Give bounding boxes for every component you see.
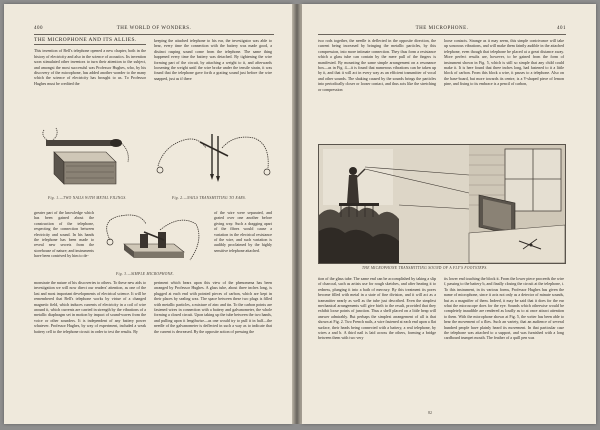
right-bottom-col1-text: tion of the glass tube. The same end can be accomplished by taking a slip of charcoal, such as artists use for rough sketches, and after heating it to redness, plunging it into a bath of mercury. By this treatment its pores become filled with metal in a state of fine division, and it will act as a transmitter nearly as well as the tube just described. Even the simplest mechanical arrangements will give birth to the result, provided that they exhibit loose points of junction. Thus a shelf placed on a little heap will answer admirably. But perhaps the simplest arrangement of all is that shown at Fig. 2. Two French nails, a wire fastened at each end upon a flat surface, their heads being connected with a battery, a real telephone, by wires a and b. A third nail is laid across the others, forming a bridge between them with two very — [318, 276, 436, 341]
right-page-number: 401 — [557, 26, 566, 31]
right-lower-col — [214, 210, 272, 272]
left-bottom-col1-text: monstrate the nature of his discoveries to others. To these new aids to investigation we will now direct our readers' attention, as one of the last and most important developments of electrical science. It will be remembered that Bell's telephone works by virtue of a changed magnetic field, which induces currents of electricity in a coil of wire around it, which currents are carried in strength by the vibrations of a metallic diaphragm set in motion by impact of sound-waves from the voice or other sounders. It is independent of any battery power whatever. Professor Hughes, by way of experiment, included a weak battery cell to the telephone circuit in order to test the results. By — [34, 280, 146, 334]
right-col2-text: loose contacts. Strange as it may seem, this simple contrivance will take up sonorous vibrations, and will make them faintly audible in the attached telephone, even though that telephone be placed at a great distance away. More perfect results are, however, to be gained from the form of instrument shown in Fig. 5, which is still so simple that any child could make it. It is here found that three inches long, had fastened to it a little block of carbon. From this block a wire, it passes to a telephone. Also on the base-board, but more towards its centre, is a V-shaped piece of lemon pine, and fixing to its embrace is a pencil of carbon, — [444, 38, 564, 87]
fig3-caption: Fig. 3.—SIMPLE MICROPHONE. — [116, 272, 175, 276]
engraving-illustration — [319, 145, 565, 263]
right-col1-top — [318, 38, 436, 138]
fig2-illustration — [154, 126, 274, 192]
right-running-head — [318, 26, 566, 35]
left-col2-top — [154, 38, 272, 118]
left-col2-text: keeping the attached telephone to his ear, the investigator was able to hear, every time the connection with the battery was made good, a distinct rasping sound come from the telephone. The same thing happened every time the battery was detached. By tightening the wire forming part of the circuit, by attaching a weight to it, and afterwards loosening the weight until the wire broke under the tensile strain, it was found that the telephone gave forth a grating sound just before the wire snapped, just as if there — [154, 38, 272, 81]
right-col2-top — [444, 38, 564, 138]
engraving-caption: THE MICROPHONE TRANSMITTING SOUND OF A FLY'S FOOTSTEPS. — [362, 266, 488, 270]
left-col2-bottom — [154, 280, 272, 400]
fig2-caption: Fig. 2.—NAILS TRANSMITTING TO EARS. — [172, 196, 247, 200]
figure-1 — [36, 122, 136, 194]
right-lower-text: of the wire were separated, and grated over one another before giving way. Such a dragging apart of the fibres would cause a variation in the electrical resistance of the wire, and such variation is audibly proclaimed by the highly sensitive telephone attached. — [214, 210, 272, 253]
left-col1-bottom — [34, 280, 146, 400]
figure-3 — [100, 210, 204, 270]
fig1-illustration — [36, 122, 136, 194]
right-col2-bottom — [444, 276, 564, 406]
left-col1-top — [34, 38, 146, 120]
right-bottom-col2-text: its lower end touching the block it. From the lower piece proceeds the wire f, passing to the battery b, and finally closing the circuit at the telephone, t. To this instrument, in its various forms, Professor Hughes has given the name of microphone, since it acts not only as a detector of minute sounds, but as a magnifier of them. Indeed, it may be said that it does for the ear what the microscope does for the eye. Sounds which otherwise would be completely inaudible are rendered as loudly as to at once attract attention to them. With the microphone shown at Fig. 5, the writer has been able to hear the movement of a flies. Such an variety, that an audience of several hundred people have plainly heard its movement. In that particular case the telephone was attached to a support, and was furnished with a long cardboard trumpet mouth. The feather of a quill pen was — [444, 276, 564, 341]
microphone-engraving — [318, 144, 566, 264]
left-bottom-col2-text: periment which bears upon this view of the phenomena has been arranged by Professor Hughes. A glass tube, about three inches long, is plugged at each end with pointed pieces of carbon, which are kept in their places by sealing wax. The space between these two plugs is filled with metallic particles, a mixture of zinc and tin. To the carbon points are fastened wires in connection with a battery and galvanometer, the whole forming a closed circuit. Upon taking up the tube between the two hands, and pulling upon it lengthwise—as one would try to pull it in half—the needle of the galvanometer is deflected in such a way as to indicate that the current is decreased. By the opposite action of pressing the — [154, 280, 272, 334]
left-page — [4, 4, 292, 424]
right-running-title: THE MICROPHONE. — [415, 26, 469, 31]
left-page-number: 400 — [34, 26, 43, 31]
fig3-illustration — [100, 210, 204, 270]
right-col1-text: two rods together, the needle is deflected in the opposite direction, the current being increased by bringing the metallic particles, by this compression, into more intimate connection. They thus form a resistance which a glass tube can contain by the mere pull of the fingers is manifested. By mounting the same simple arrangement on a resonance box—as in Fig. 4—it is found that numerous vibrations can be taken up by it, and that it will act in every way as an efficient transmitter of vocal and other sounds. The shaking caused by the sounds brings the particles into periodically closer or looser contact, and thus acts like the stretching or compression — [318, 38, 436, 92]
left-col1-text: This invention of Bell's telephone opened a new chapter, both in the history of electricity and also in the science of acoustics. Its invention soon stimulated other inventors to turn their attention to the subject, and amongst the most successful was Professor Hughes, who, by his discovery of the microphone, has added another wonder to the many which the science of electricity has brought to us. To Professor Hughes must be credited the — [34, 48, 146, 86]
fig1-caption: Fig. 1.—TWO NAILS WITH METAL FILINGS. — [48, 196, 127, 200]
section-heading: THE MICROPHONE AND ITS ALLIES. — [34, 38, 146, 45]
left-lower-col — [34, 210, 94, 270]
left-lower-text: greater part of the knowledge which has been gained about the construction of the telephone, respecting the connection between electricity and sound. In his hands the telephone has been made to reveal new secrets from the storehouse of nature; and instruments have been contrived by him to de- — [34, 210, 94, 259]
figure-2 — [154, 126, 274, 192]
printer-signature: 82 — [428, 410, 432, 415]
book-gutter — [292, 4, 302, 424]
right-page — [302, 4, 596, 424]
right-col1-bottom — [318, 276, 436, 406]
left-running-title: THE WORLD OF WONDERS. — [116, 26, 192, 31]
left-running-head — [34, 26, 274, 35]
